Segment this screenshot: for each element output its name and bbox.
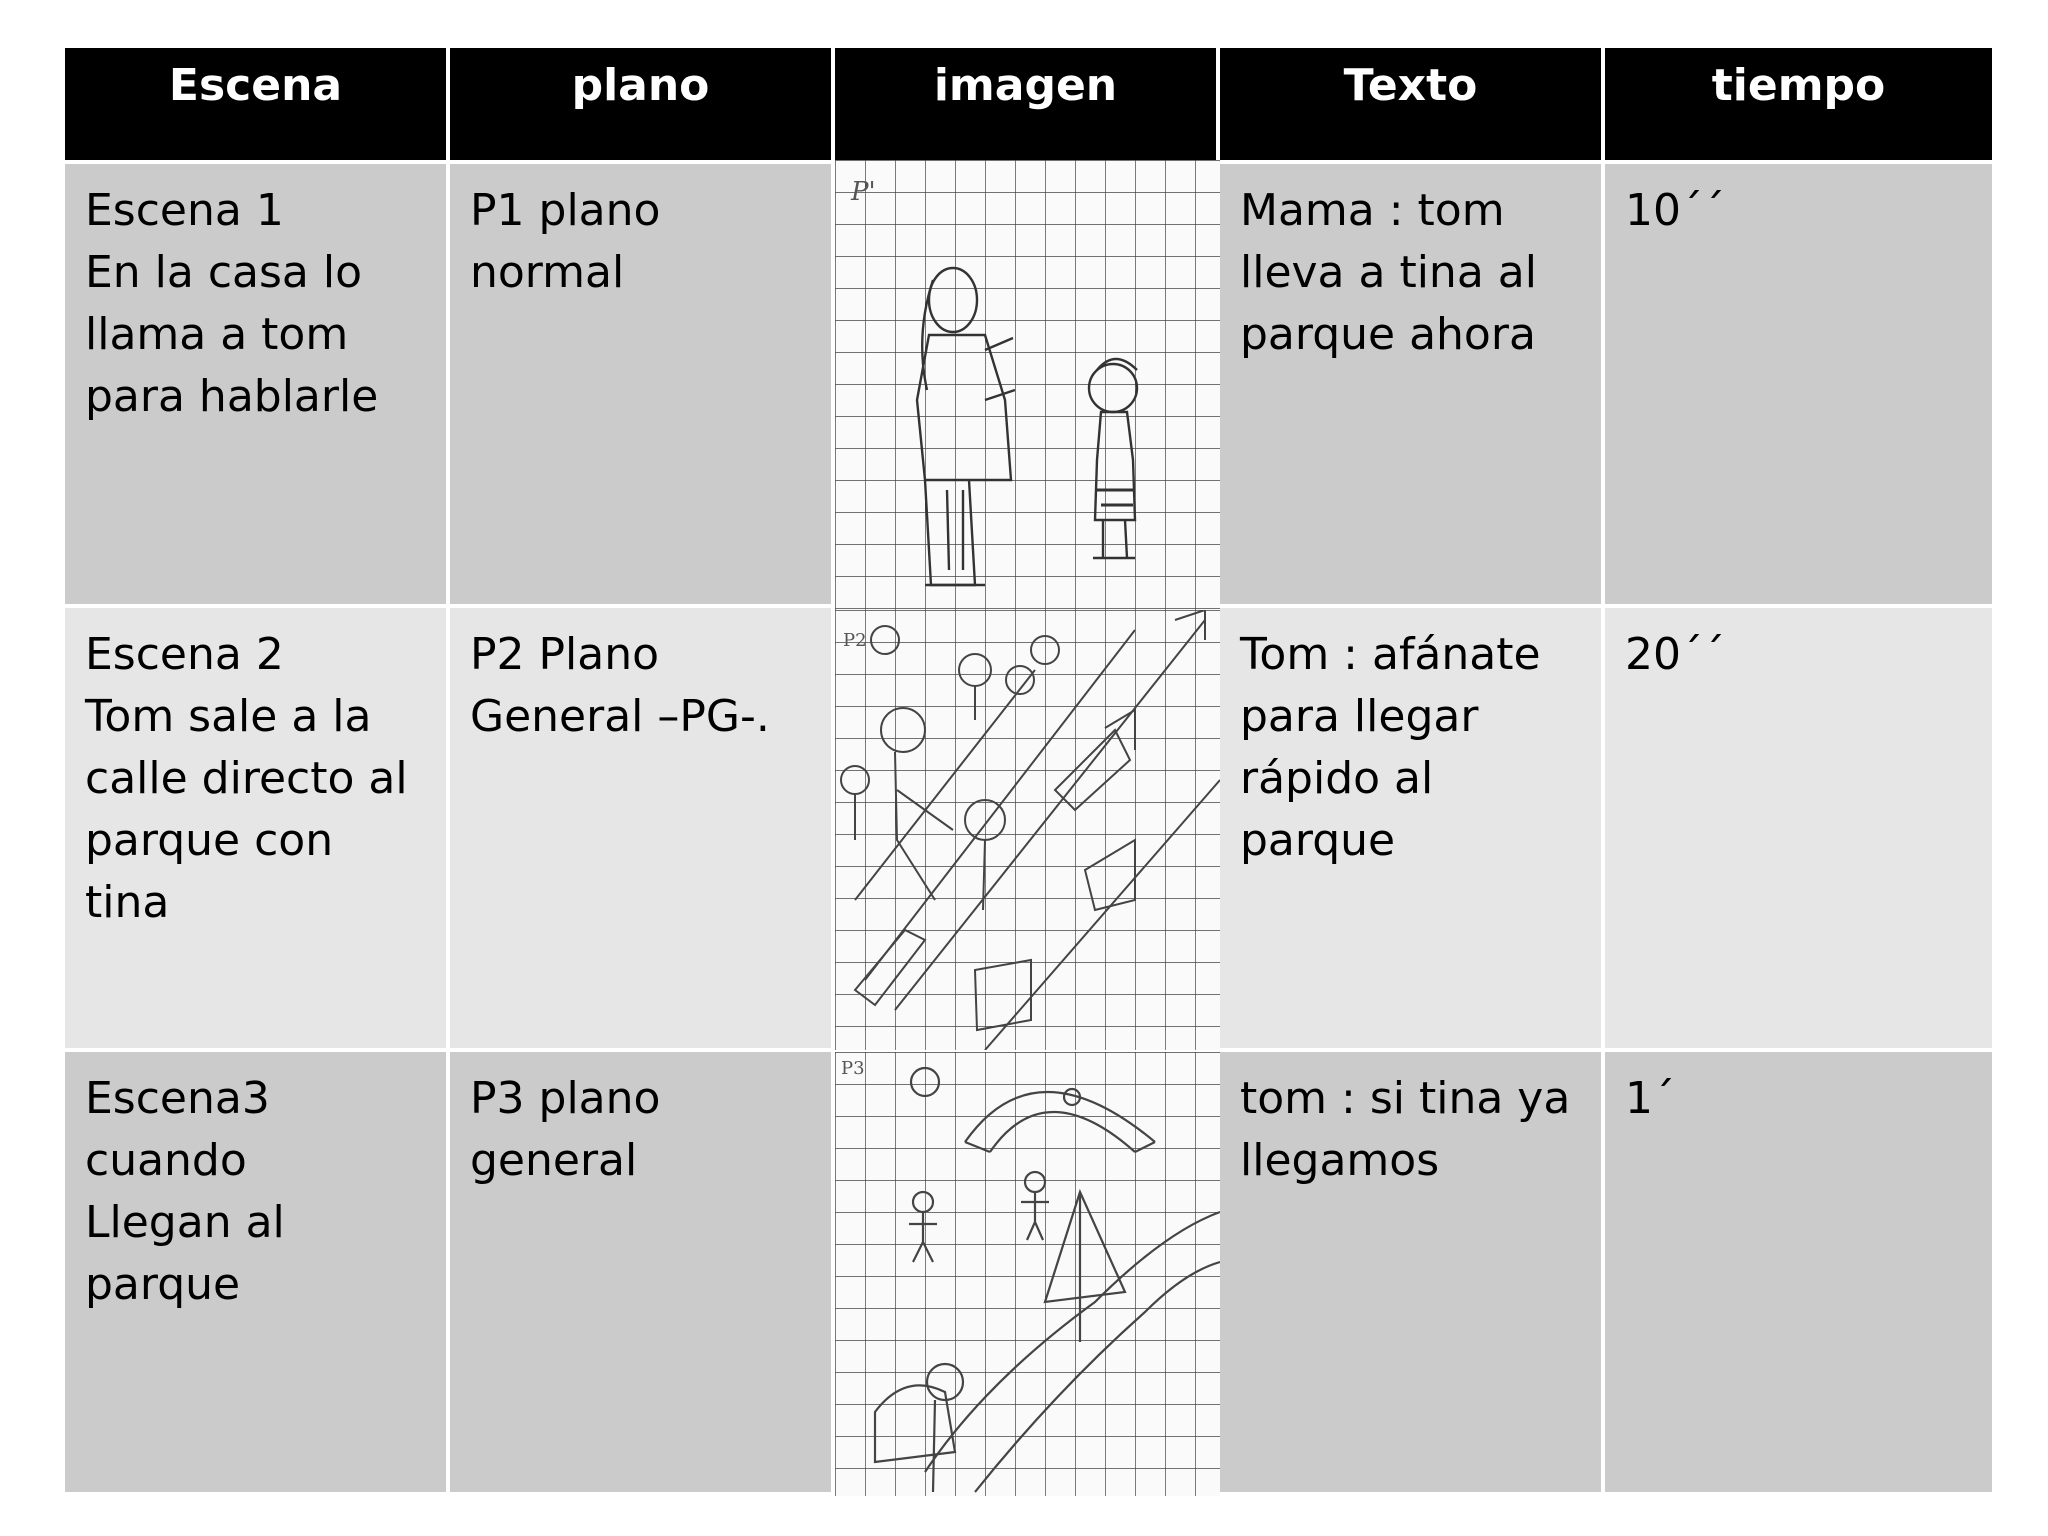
- storyboard-table: [65, 48, 1992, 1496]
- header-tiempo: tiempo: [1605, 48, 1992, 160]
- row3-sketch-image: [835, 1052, 1220, 1496]
- sketch-mark: P3: [841, 1058, 865, 1079]
- row3-escena: Escena3 cuando Llegan al parque: [65, 1052, 446, 1492]
- row1-plano: P1 plano normal: [450, 164, 831, 604]
- row3-tiempo: 1´: [1605, 1052, 1992, 1492]
- header-texto: Texto: [1220, 48, 1601, 160]
- row2-texto: Tom : afánate para llegar rápido al parque: [1220, 608, 1601, 1048]
- sketch-mark: P2: [843, 630, 867, 651]
- header-imagen: imagen: [835, 48, 1216, 160]
- row1-texto: Mama : tom lleva a tina al parque ahora: [1220, 164, 1601, 604]
- header-plano: plano: [450, 48, 831, 160]
- row2-escena: Escena 2 Tom sale a la calle directo al parque con tina: [65, 608, 446, 1048]
- row2-tiempo: 20´´: [1605, 608, 1992, 1048]
- row1-escena: Escena 1 En la casa lo llama a tom para hablarle: [65, 164, 446, 604]
- row2-plano: P2 Plano General –PG-.: [450, 608, 831, 1048]
- row2-sketch-image: [835, 610, 1220, 1050]
- row3-plano: P3 plano general: [450, 1052, 831, 1492]
- row1-tiempo: 10´´: [1605, 164, 1992, 604]
- header-escena: Escena: [65, 48, 446, 160]
- row3-texto: tom : si tina ya llegamos: [1220, 1052, 1601, 1492]
- row1-sketch-image: [835, 160, 1220, 610]
- sketch-mark: P': [851, 177, 876, 207]
